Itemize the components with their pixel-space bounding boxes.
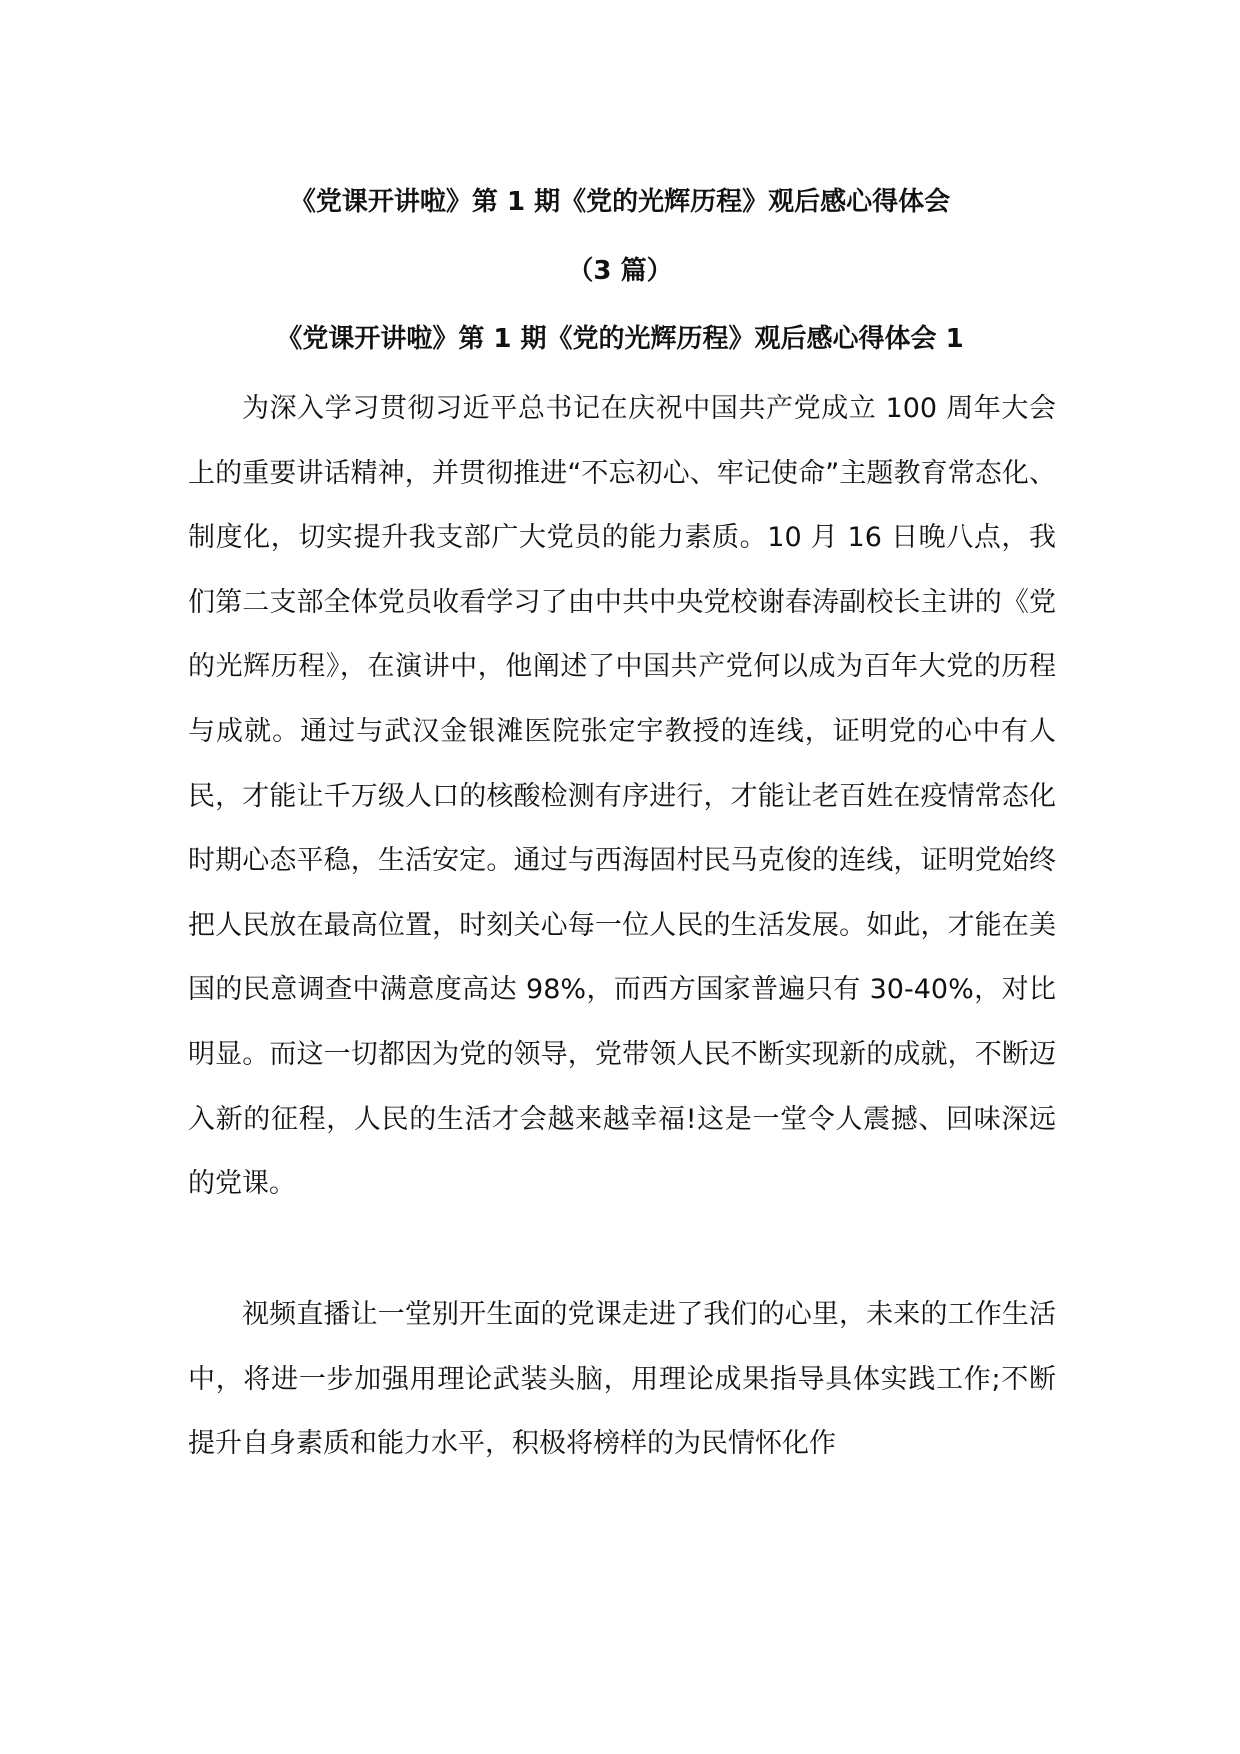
body-paragraph: 视频直播让一堂别开生面的党课走进了我们的心里，未来的工作生活中，将进一步加强用理论武装头脑，用理论成果指导具体实践工作;不断提升自身素质和能力水平，积极将榜样的为民情怀化作 — [188, 1299, 1056, 1460]
section-heading: 《党课开讲啦》第 1 期《党的光辉历程》观后感心得体会 1 — [276, 324, 964, 354]
document-title-count: （3 篇） — [567, 256, 673, 286]
body-paragraph-2-block — [188, 1283, 1056, 1477]
body-paragraph: 为深入学习贯彻习近平总书记在庆祝中国共产党成立 100 周年大会上的重要讲话精神，并贯彻推进“不忘初心、牢记使命”主题教育常态化、制度化，切实提升我支部广大党员的能力素质。10 月 16 日晚八点，我们第二支部全体党员收看学习了由中共中央党校谢春涛副校长主讲的《党的光辉历程》，在演讲中，他阐述了中国共产党何以成为百年大党的历程与成就。通过与武汉金银滩医院张定宇教授的连线，证明党的心中有人民，才能让千万级人口的核酸检测有序进行，才能让老百姓在疫情常态化时期心态平稳，生活安定。通过与西海固村民马克俊的连线，证明党始终把人民放在最高位置，时刻关心每一位人民的生活发展。如此，才能在美国的民意调查中满意度高达 98%，而西方国家普遍只有 30-40%，对比明显。而这一切都因为党的领导，党带领人民不断实现新的成就，不断迈入新的征程，人民的生活才会越来越幸福!这是一堂令人震撼、回味深远的党课。 — [188, 393, 1056, 1200]
document-title: 《党课开讲啦》第 1 期《党的光辉历程》观后感心得体会 — [289, 187, 951, 217]
body-paragraph-1-block — [188, 377, 1056, 1217]
